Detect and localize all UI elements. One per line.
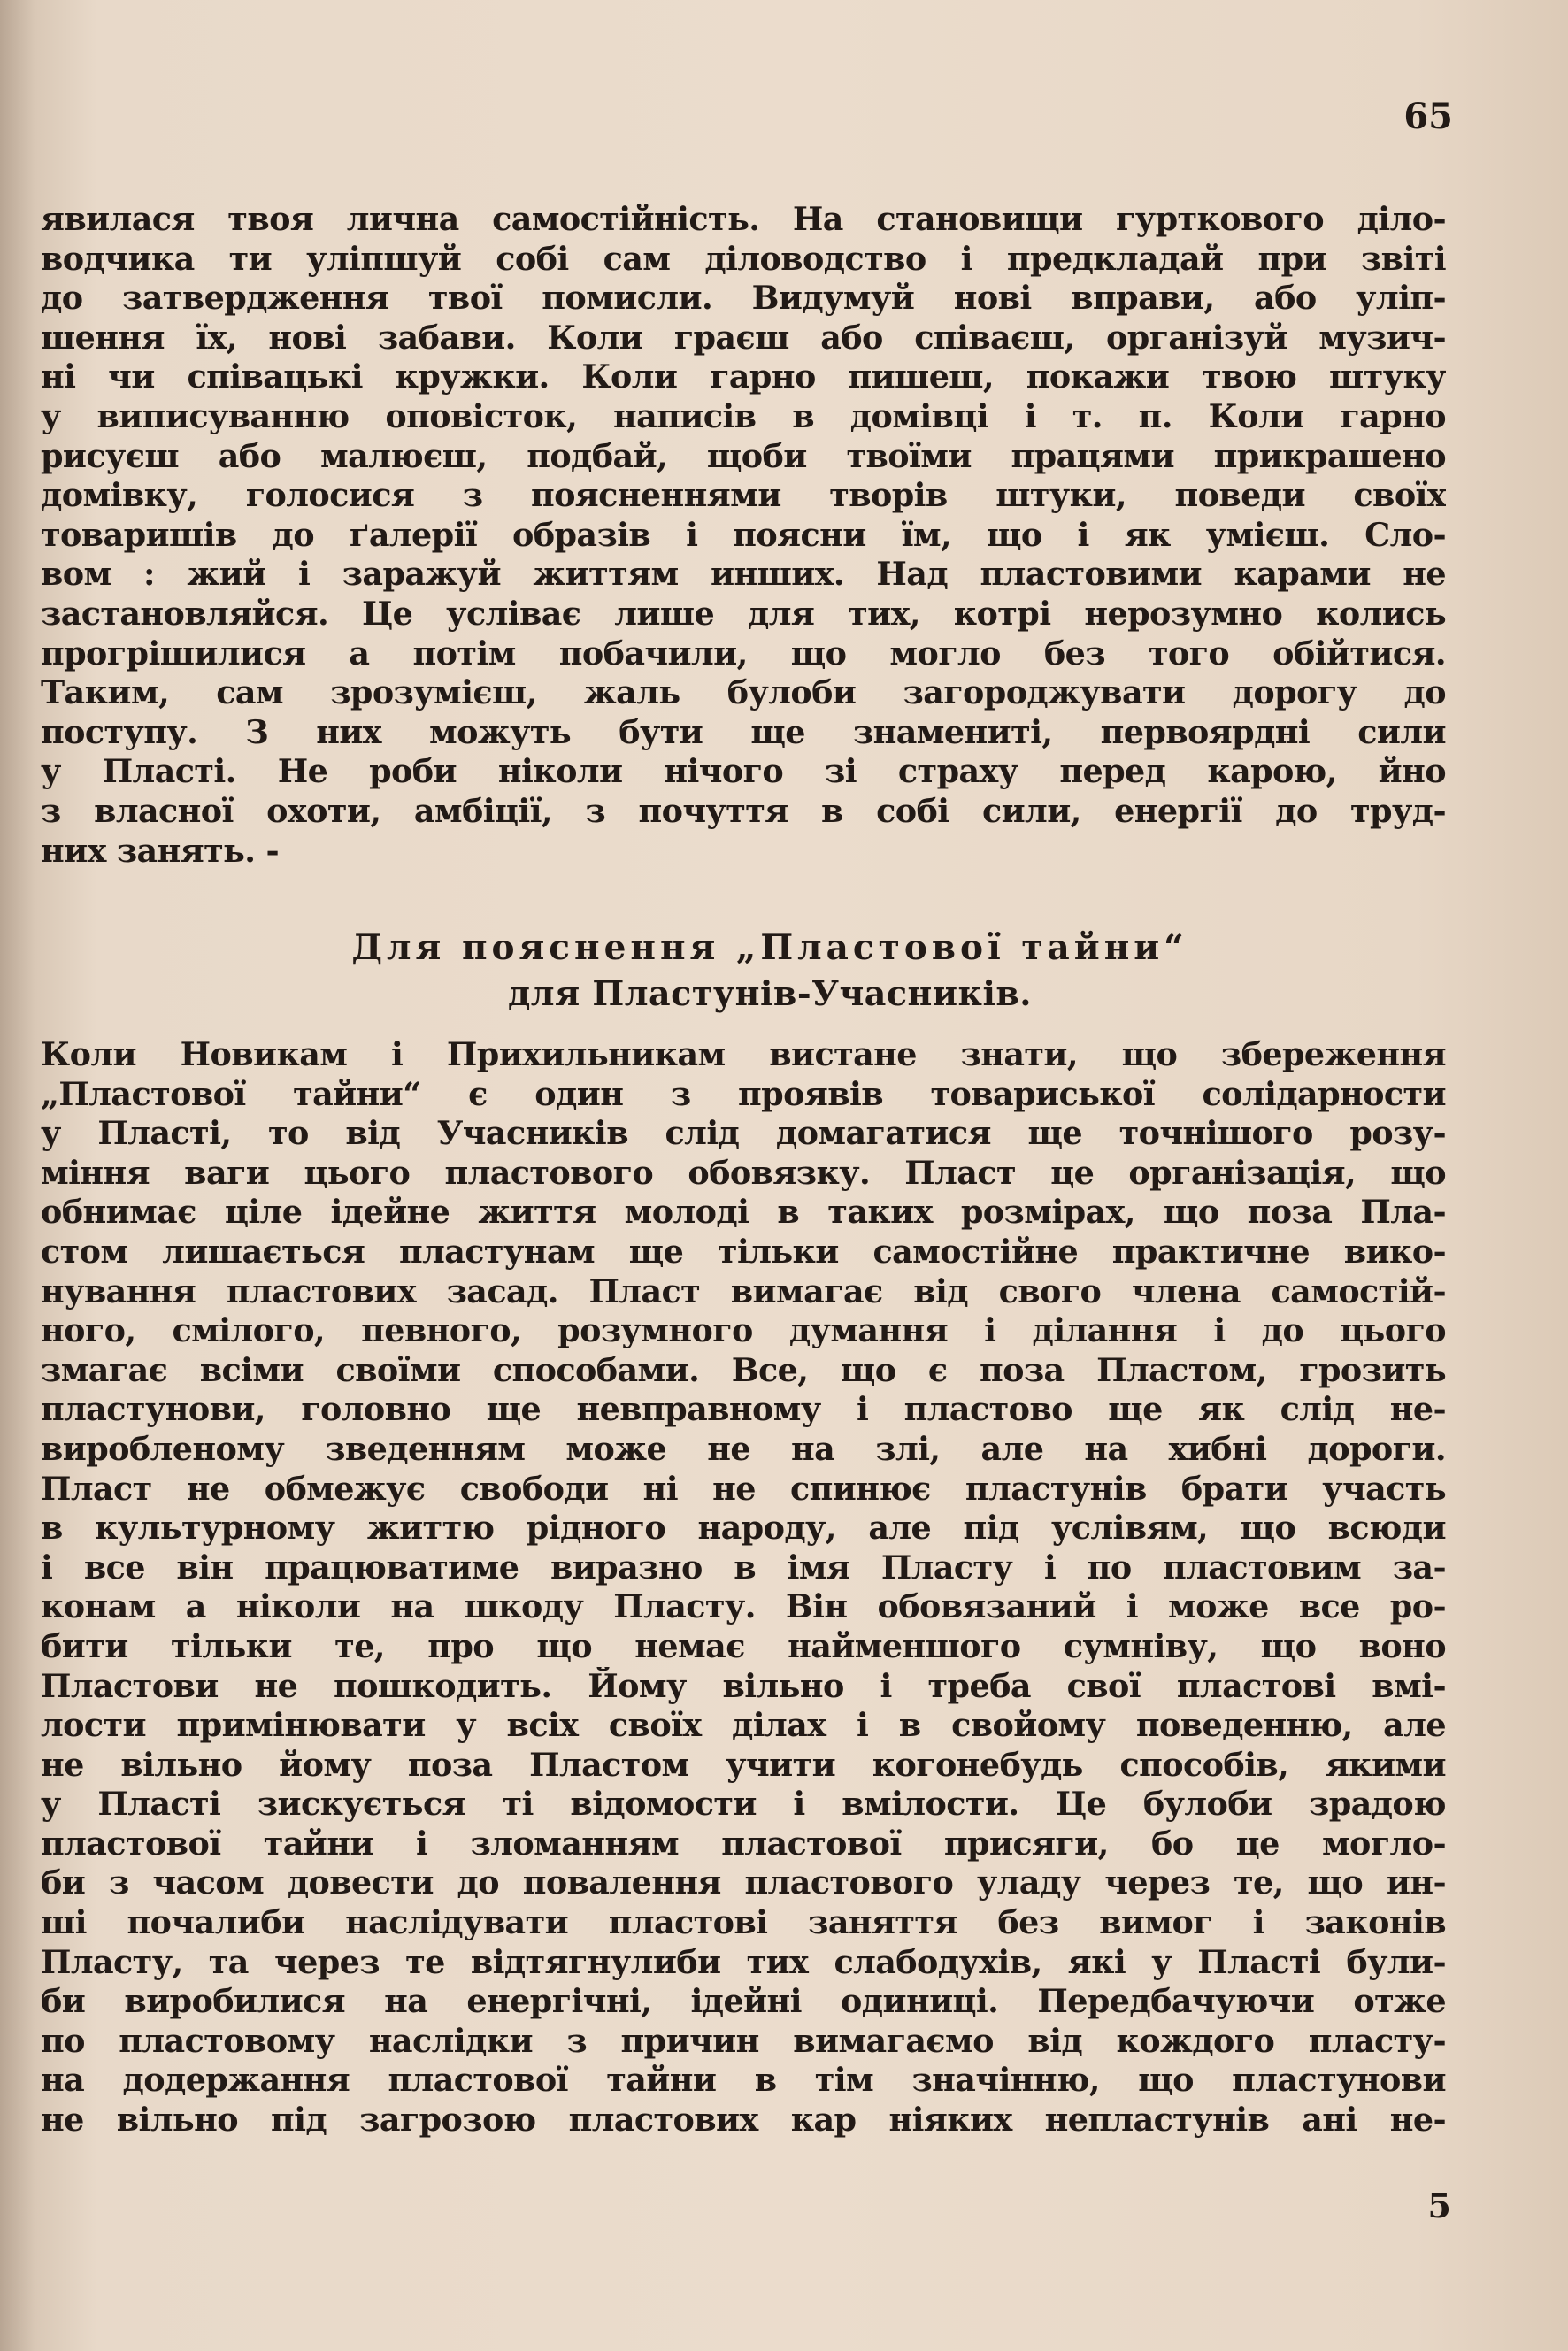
text-line: Пластови не пошкодить. Йому вільно і треба свої пластові вмі- (41, 1666, 1446, 1705)
text-line: змагає всіми своїми способами. Все, що є поза Пластом, грозить (41, 1350, 1446, 1389)
text-line: прогрішилися а потім побачили, що могло без того обійтися. (41, 634, 1446, 672)
text-line: у Пласті зискується ті відомости і вмілости. Це булоби зрадою (41, 1785, 1446, 1824)
text-line: нування пластових засад. Пласт вимагає від свого члена самостій- (41, 1272, 1446, 1310)
text-line: „Пластової тайни“ є один з проявів товариської солідарности (41, 1074, 1446, 1113)
text-line: у Пласті. Не роби ніколи нічого зі страху перед карою, йно (41, 752, 1446, 791)
text-line: у виписуванню оповісток, написів в домівці і т. п. Коли гарно (41, 396, 1446, 435)
text-line: у Пласті, то від Учасників слід домагатися ще точнішого розу- (41, 1114, 1446, 1153)
text-line: бити тільки те, про що немає найменшого сумніву, що воно (41, 1626, 1446, 1665)
text-line: ні чи співацькі кружки. Коли гарно пишеш, покажи твою штуку (41, 357, 1446, 396)
text-line: поступу. З них можуть бути ще знамениті, первоярдні сили (41, 712, 1446, 751)
section-heading (195, 925, 1345, 1017)
text-line: рисуєш або малюєш, подбай, щоби твоїми працями прикрашено (41, 436, 1446, 475)
text-line: би виробилися на енергічні, ідейні одиниці. Передбачуючи отже (41, 1982, 1446, 2021)
text-line: ного, смілого, певного, розумного думання і ділання і до цього (41, 1311, 1446, 1350)
text-line: виробленому зведенням може не на злі, але на хибні дороги. (41, 1429, 1446, 1468)
text-line: товаришів до ґалерії образів і поясни їм, що і як умієш. Сло- (41, 515, 1446, 554)
text-line: вом : жий і заражуй життям инших. Над пластовими карами не (41, 555, 1446, 594)
text-line: обнимає ціле ідейне життя молоді в таких розмірах, що поза Пла- (41, 1193, 1446, 1232)
text-line: не вільно під загрозою пластових кар ніяких непластунів ані не- (41, 2101, 1446, 2140)
page-number: 65 (1403, 96, 1453, 137)
section-heading-line-2: для Пластунів-Учасників. (507, 973, 1033, 1013)
text-line: по пластовому наслідки з причин вимагаємо від кождого пласту- (41, 2021, 1446, 2060)
text-line: Пласту, та через те відтягнулиби тих слабодухів, які у Пласті були- (41, 1942, 1446, 1981)
section-heading-line-1: Для пояснення „Пластової тайни“ (351, 927, 1188, 968)
text-line: водчика ти уліпшуй собі сам діловодство і предкладай при звіті (41, 239, 1446, 278)
text-line: не вільно йому поза Пластом учити когонебудь способів, якими (41, 1745, 1446, 1784)
text-line: на додержання пластової тайни в тім значінню, що пластунови (41, 2061, 1446, 2100)
paragraph-plast-secret (41, 1035, 1446, 2140)
text-line: шення їх, нові забави. Коли граєш або співаєш, організуй музич- (41, 318, 1446, 357)
text-line: і все він працюватиме виразно в імя Пласту і по пластовим за- (41, 1548, 1446, 1587)
text-line: в культурному життю рідного народу, але під услівям, що всюди (41, 1509, 1446, 1548)
text-line: Таким, сам зрозумієш, жаль булоби загороджувати дорогу до (41, 673, 1446, 712)
text-line: міння ваги цього пластового обовязку. Пласт це організація, що (41, 1153, 1446, 1192)
text-line: до затвердження твої помисли. Видумуй нові вправи, або уліп- (41, 279, 1446, 318)
text-line: з власної охоти, амбіції, з почуття в собі сили, енергії до труд- (41, 791, 1446, 830)
text-line: них занять. - (41, 831, 280, 870)
paragraph-self-reliance (41, 200, 1446, 871)
text-line: конам а ніколи на шкоду Пласту. Він обовязаний і може все ро- (41, 1587, 1446, 1626)
text-line: ші почалиби наслідувати пластові заняття без вимог і законів (41, 1903, 1446, 1942)
text-line: би з часом довести до повалення пластового уладу через те, що ин- (41, 1863, 1446, 1902)
text-line: лости примінювати у всіх своїх ділах і в свойому поведенню, але (41, 1706, 1446, 1745)
text-line: пластової тайни і зломанням пластової присяги, бо це могло- (41, 1824, 1446, 1863)
text-line: застановляйся. Це усліває лише для тих, котрі нерозумно колись (41, 594, 1446, 633)
text-line: явилася твоя лична самостійність. На становищи гурткового діло- (41, 200, 1446, 238)
text-line: пластунови, головно ще невправному і пластово ще як слід не- (41, 1390, 1446, 1429)
text-line: домівку, голосися з поясненнями творів штуки, поведи своїх (41, 476, 1446, 515)
text-line: стом лишається пластунам ще тільки самостійне практичне вико- (41, 1232, 1446, 1271)
text-line: Пласт не обмежує свободи ні не спинює пластунів брати участь (41, 1469, 1446, 1508)
signature-mark: 5 (1427, 2186, 1451, 2225)
text-line: Коли Новикам і Прихильникам вистане знати, що збереження (41, 1035, 1446, 1073)
